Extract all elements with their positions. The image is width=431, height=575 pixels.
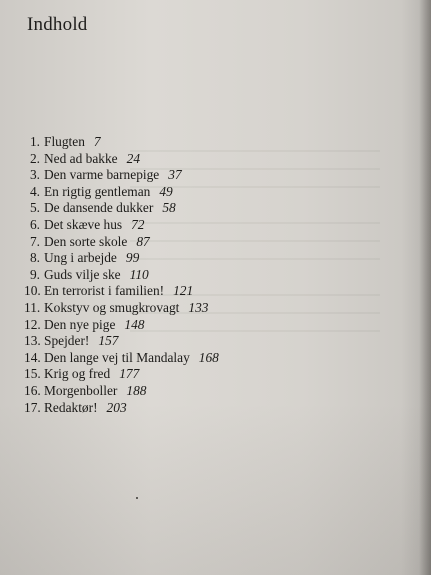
chapter-title: Morgenboller	[44, 382, 118, 398]
page-number: 157	[98, 333, 119, 349]
chapter-title: Krig og fred	[44, 366, 111, 382]
chapter-title: Den lange vej til Mandalay	[44, 349, 190, 365]
chapter-title: En rigtig gentleman	[44, 183, 151, 199]
chapter-number: 8.	[29, 250, 40, 266]
chapter-title: Den nye pige	[44, 316, 116, 332]
page-number: 58	[162, 200, 176, 216]
toc-entry	[24, 333, 414, 350]
page-number: 7	[93, 134, 101, 149]
chapter-number: 12.	[24, 316, 41, 332]
toc-entry	[24, 366, 414, 383]
table-of-contents	[24, 134, 414, 416]
page-number: 121	[173, 283, 194, 299]
chapter-title: De dansende dukker	[44, 200, 154, 216]
page-number: 99	[125, 250, 140, 266]
chapter-title: Kokstyv og smugkrovagt	[44, 299, 180, 315]
chapter-number: 3.	[29, 167, 40, 183]
page-number: 148	[124, 316, 145, 332]
toc-entry	[24, 317, 414, 334]
toc-entry	[24, 234, 414, 251]
chapter-number: 6.	[29, 216, 40, 232]
chapter-number: 16.	[24, 382, 41, 398]
chapter-title: En terrorist i familien!	[44, 283, 165, 299]
chapter-title: Guds vilje ske	[44, 266, 121, 282]
toc-entry	[24, 300, 414, 317]
toc-entry	[24, 250, 414, 267]
page-number: 177	[119, 366, 140, 382]
toc-entry	[24, 267, 414, 284]
toc-entry	[24, 151, 414, 168]
toc-entry	[24, 350, 414, 367]
toc-entry	[24, 134, 414, 151]
page-number: 37	[168, 167, 182, 183]
toc-entry	[24, 167, 414, 184]
chapter-number: 11.	[24, 299, 41, 315]
chapter-title: Flugten	[44, 134, 85, 149]
page-number: 168	[198, 349, 219, 365]
toc-entry	[24, 217, 414, 234]
page-number: 110	[129, 266, 149, 282]
chapter-title: Ung i arbejde	[44, 250, 117, 266]
chapter-title: Det skæve hus	[44, 216, 123, 232]
page-number: 49	[159, 183, 173, 199]
toc-entry	[24, 383, 414, 400]
chapter-title: Den varme barnepige	[44, 167, 160, 183]
page-title: Indhold	[27, 14, 88, 35]
chapter-number: 4.	[29, 183, 40, 199]
toc-entry	[24, 400, 414, 417]
chapter-title: Ned ad bakke	[44, 150, 118, 166]
chapter-number: 10.	[24, 283, 41, 299]
page-number: 24	[126, 150, 141, 166]
chapter-title: Spejder!	[44, 333, 90, 349]
chapter-number: 1.	[29, 134, 40, 149]
chapter-title: Den sorte skole	[44, 233, 128, 249]
page-number: 87	[136, 233, 150, 249]
page-number: 188	[126, 382, 147, 398]
chapter-number: 5.	[29, 200, 40, 216]
ink-speck	[136, 497, 138, 499]
page-number: 133	[188, 299, 209, 315]
chapter-number: 13.	[24, 333, 41, 349]
chapter-number: 14.	[24, 349, 41, 365]
chapter-number: 2.	[29, 150, 40, 166]
toc-entry	[24, 200, 414, 217]
toc-entry	[24, 283, 414, 300]
chapter-number: 9.	[29, 266, 40, 282]
page-number: 72	[131, 216, 145, 232]
chapter-title: Redaktør!	[44, 399, 98, 415]
chapter-number: 17.	[24, 399, 41, 415]
chapter-number: 15.	[24, 366, 41, 382]
chapter-number: 7.	[29, 233, 40, 249]
toc-entry	[24, 184, 414, 201]
page-number: 203	[106, 399, 127, 415]
page-edge	[419, 0, 431, 575]
